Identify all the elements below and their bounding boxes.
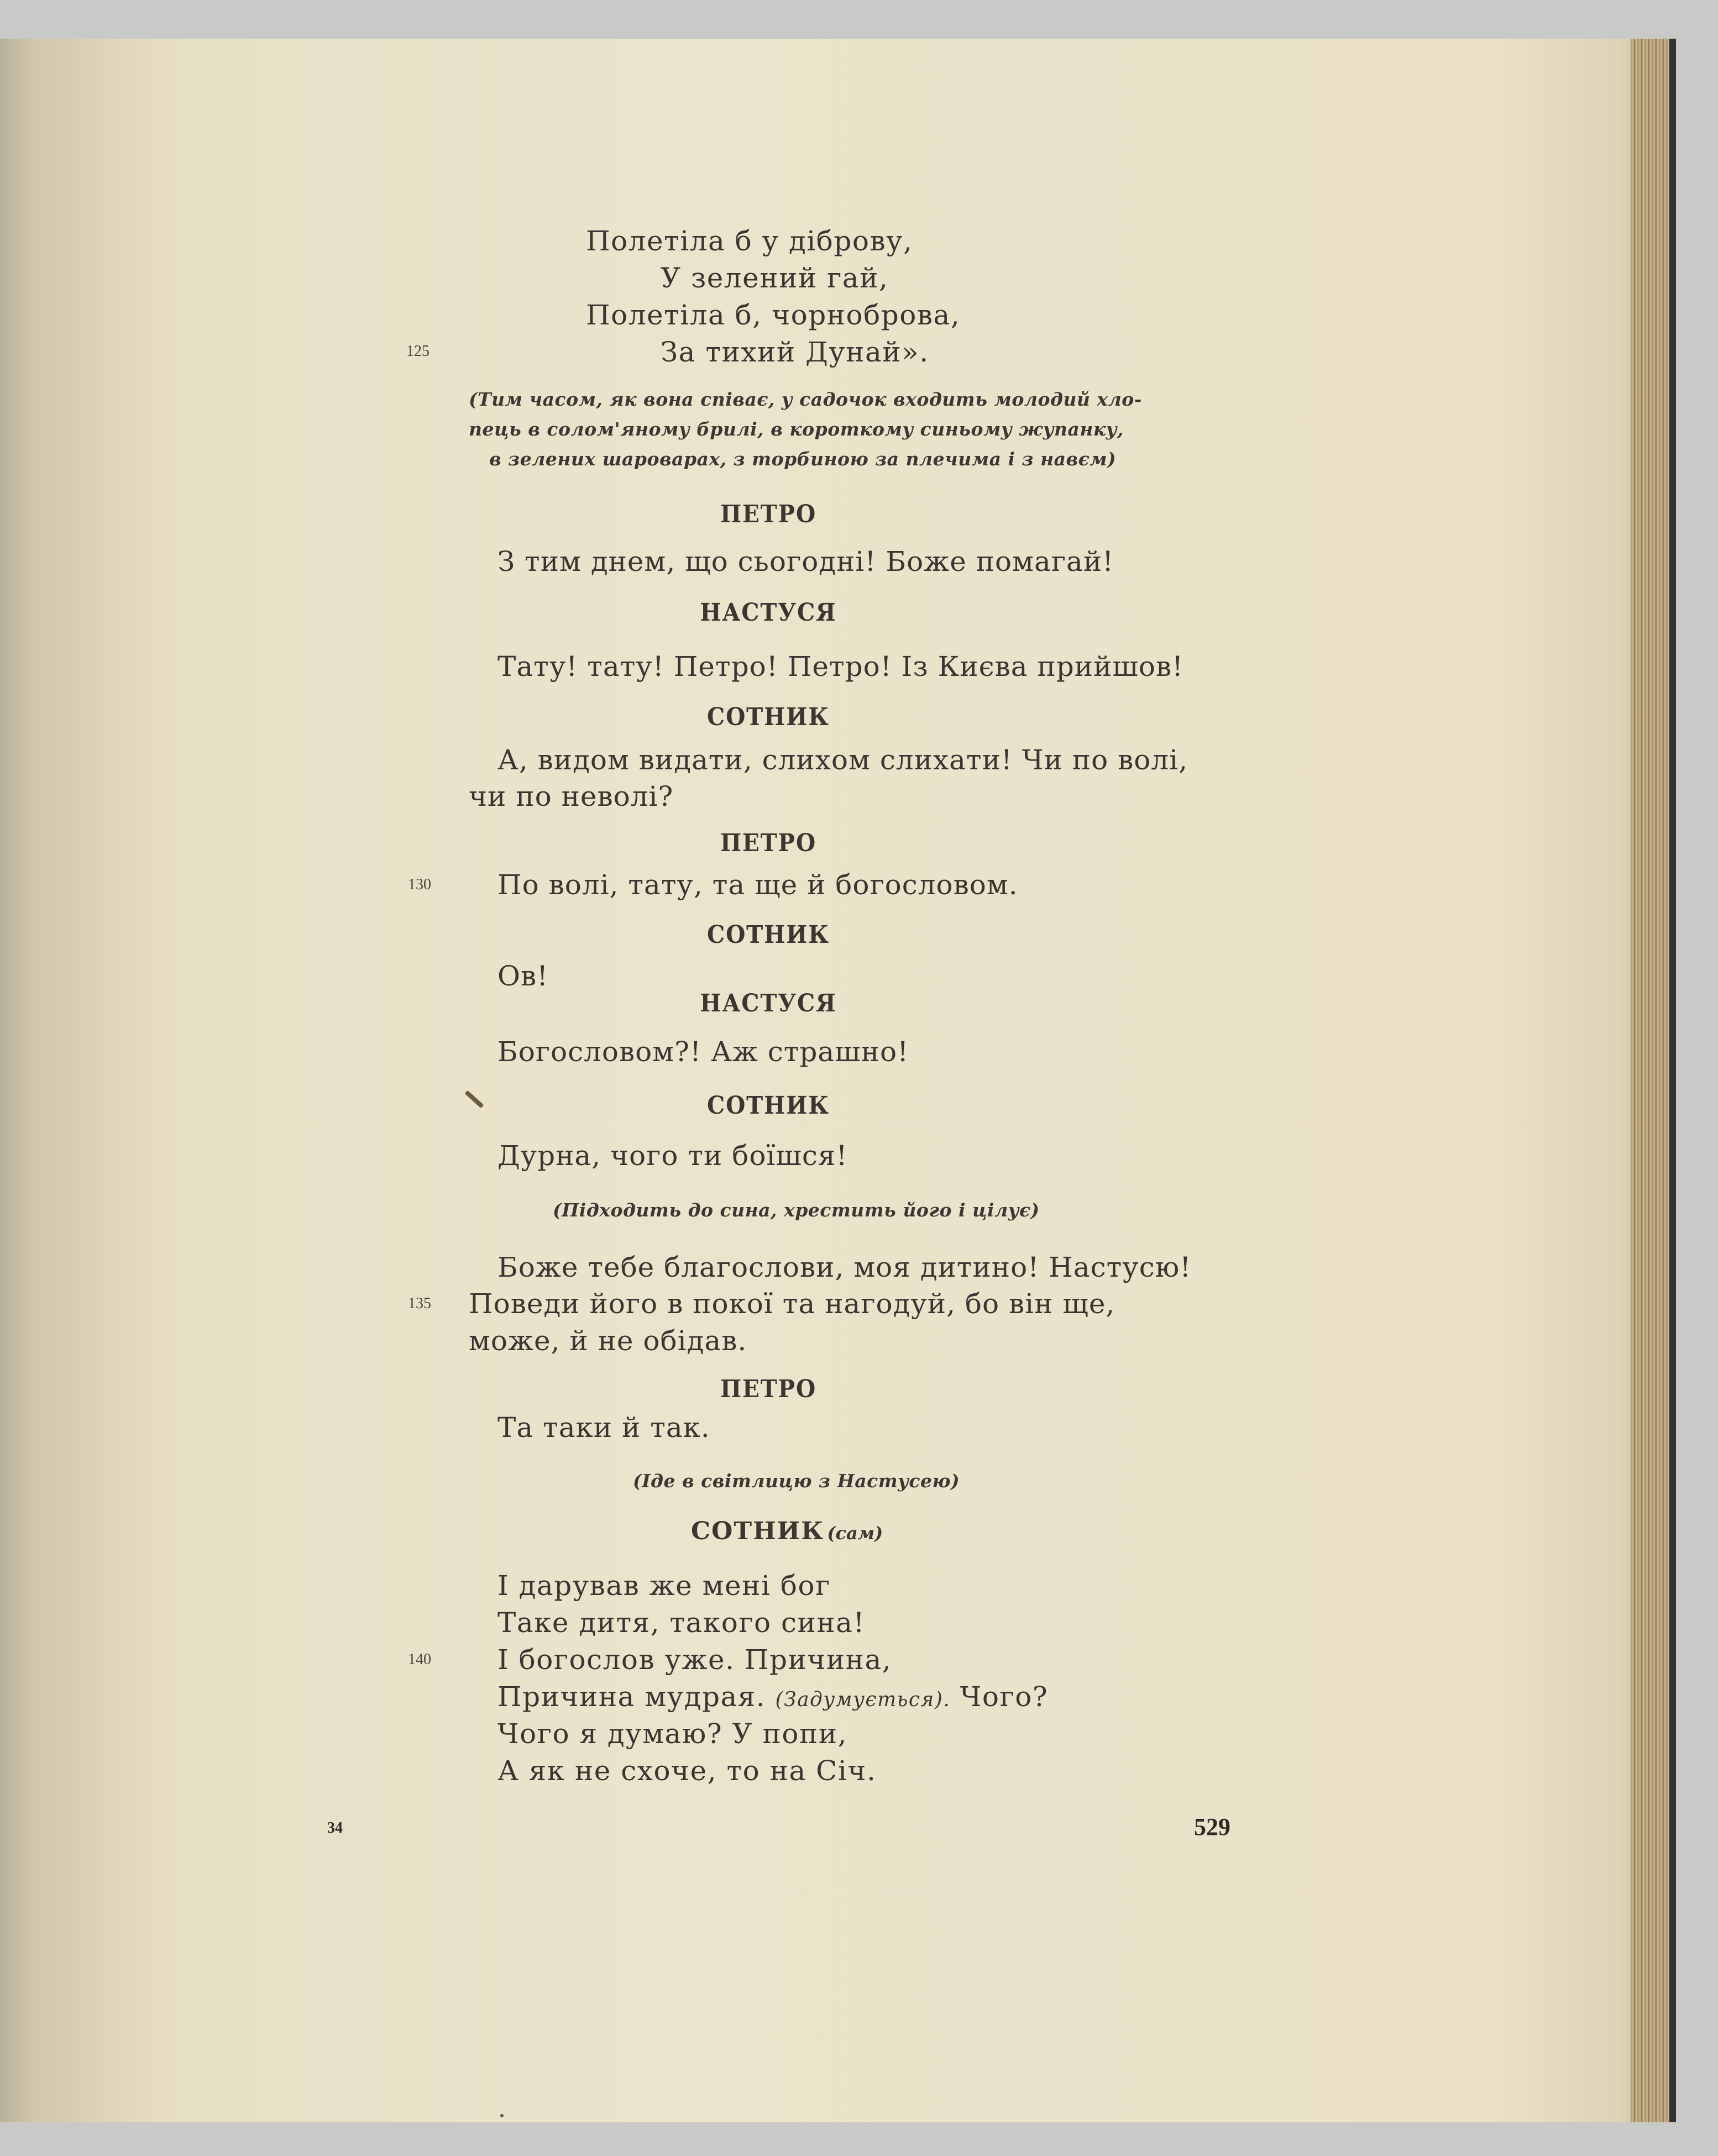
verse-line: Полетіла б у діброву, <box>586 225 913 257</box>
dialogue-line: З тим днем, що сьогодні! Боже помагай! <box>497 545 1114 578</box>
verse-line <box>497 1680 1048 1717</box>
dialogue-line: Богословом?! Аж страшно! <box>497 1036 909 1068</box>
speaker-heading: СОТНИК <box>707 921 830 949</box>
stage-aside: (Задумується). <box>775 1688 951 1711</box>
speaker-heading: СОТНИК <box>691 1517 825 1545</box>
verse-line: І богослов уже. Причина, <box>497 1644 892 1676</box>
speaker-aside: (сам) <box>827 1523 883 1544</box>
stage-direction: в зелених шароварах, з торбиною за плечима і з навєм) <box>489 448 1117 470</box>
signature-mark: 34 <box>327 1819 343 1837</box>
dialogue-line: може, й не обідав. <box>469 1325 747 1357</box>
verse-line: А як не схоче, то на Січ. <box>497 1755 877 1787</box>
line-number: 125 <box>406 343 430 360</box>
line-number: 130 <box>408 876 431 893</box>
verse-line: Чого я думаю? У попи, <box>497 1718 848 1750</box>
page-number: 529 <box>1194 1813 1230 1840</box>
speaker-heading: ПЕТРО <box>720 829 817 857</box>
verse-line: І дарував же мені бог <box>497 1570 831 1602</box>
speaker-heading: НАСТУСЯ <box>700 989 837 1017</box>
line-number: 135 <box>408 1295 431 1312</box>
verse-line: За тихий Дунай». <box>661 336 929 368</box>
stage-direction: пець в солом'яному брилі, в короткому синьому жупанку, <box>469 418 1124 440</box>
line-number: 140 <box>408 1651 431 1668</box>
ink-dot <box>500 2114 504 2117</box>
speaker-heading-group <box>691 1517 883 1545</box>
speaker-heading: НАСТУСЯ <box>700 599 837 627</box>
dialogue-line: Дурна, чого ти боїшся! <box>497 1140 848 1172</box>
verse-text: Чого? <box>960 1681 1049 1713</box>
verse-line: У зелений гай, <box>661 262 889 294</box>
speaker-heading: СОТНИК <box>707 1092 830 1120</box>
dialogue-line: Боже тебе благослови, моя дитино! Настусю! <box>497 1251 1192 1283</box>
speaker-heading: ПЕТРО <box>720 1375 817 1403</box>
stage-direction: (Підходить до сина, хрестить його і цілує) <box>553 1199 1040 1221</box>
stage-direction: (Тим часом, як вона співає, у садочок входить молодий хло- <box>469 389 1142 410</box>
verse-text: Причина мудрая. <box>497 1681 766 1713</box>
speaker-heading: СОТНИК <box>707 703 830 731</box>
verse-line: Таке дитя, такого сина! <box>497 1607 866 1639</box>
dialogue-line: По волі, тату, та ще й богословом. <box>497 869 1018 901</box>
dialogue-line: Тату! тату! Петро! Петро! Із Києва прийшов! <box>497 651 1184 683</box>
dialogue-line: Поведи його в покої та нагодуй, бо він ще, <box>469 1288 1115 1320</box>
speaker-heading: ПЕТРО <box>720 500 817 528</box>
pen-mark <box>464 1090 484 1109</box>
verse-line: Полетіла б, чорноброва, <box>586 299 961 331</box>
stage-direction: (Іде в світлицю з Настусею) <box>633 1470 960 1492</box>
dialogue-line: Ов! <box>497 960 549 992</box>
dialogue-line: Та таки й так. <box>497 1412 710 1444</box>
dialogue-line: А, видом видати, слихом слихати! Чи по волі, <box>497 744 1188 776</box>
dialogue-line: чи по неволі? <box>469 780 674 812</box>
